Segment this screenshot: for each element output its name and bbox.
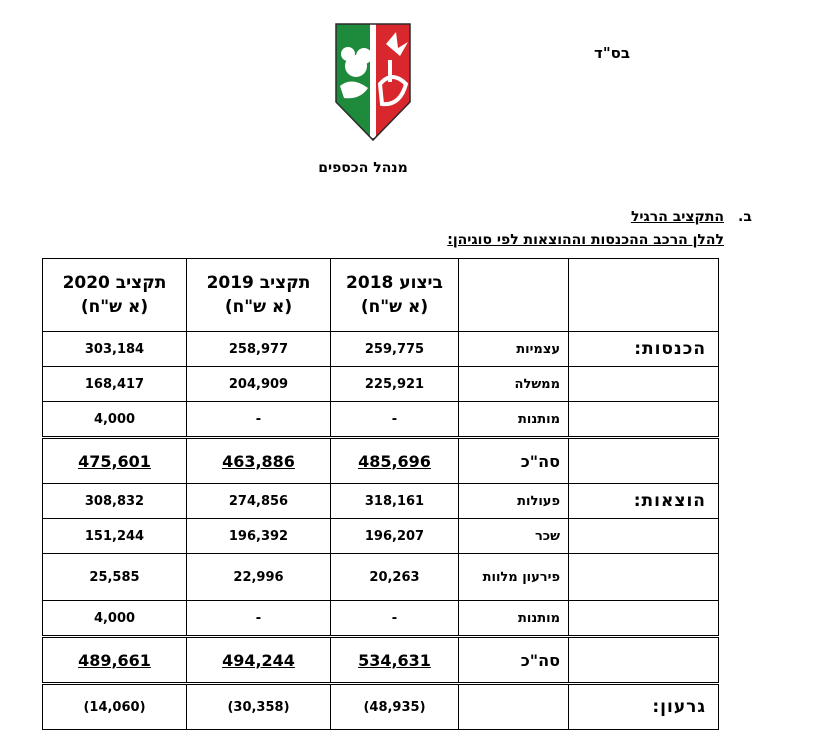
deficit-value: (48,935) bbox=[331, 684, 459, 730]
total-value: 475,601 bbox=[43, 438, 187, 484]
row-label: מותנות bbox=[459, 601, 569, 637]
total-value: 494,244 bbox=[187, 637, 331, 684]
total-value: 534,631 bbox=[331, 637, 459, 684]
total-value: 489,661 bbox=[43, 637, 187, 684]
income-label: הכנסות: bbox=[569, 332, 719, 367]
value-cell: 4,000 bbox=[43, 601, 187, 637]
table-header-row bbox=[43, 259, 719, 332]
row-label: שכר bbox=[459, 519, 569, 554]
row-label: פירעון מלוות bbox=[459, 554, 569, 601]
income-total-row bbox=[43, 438, 719, 484]
deficit-value: (30,358) bbox=[187, 684, 331, 730]
value-cell: 274,856 bbox=[187, 484, 331, 519]
column-header-2019: תקציב 2019 (א ש"ח) bbox=[187, 259, 331, 332]
column-header-2018: ביצוע 2018 (א ש"ח) bbox=[331, 259, 459, 332]
deficit-label: גרעון: bbox=[569, 684, 719, 730]
section-number: ב. bbox=[738, 209, 752, 225]
table-row bbox=[43, 484, 719, 519]
empty-cell bbox=[569, 554, 719, 601]
value-cell: 196,392 bbox=[187, 519, 331, 554]
empty-cell bbox=[459, 684, 569, 730]
table-row bbox=[43, 332, 719, 367]
value-cell: 308,832 bbox=[43, 484, 187, 519]
value-cell: 196,207 bbox=[331, 519, 459, 554]
deficit-value: (14,060) bbox=[43, 684, 187, 730]
total-label: סה"כ bbox=[459, 637, 569, 684]
header-item-cell bbox=[459, 259, 569, 332]
header-category-cell bbox=[569, 259, 719, 332]
empty-cell bbox=[569, 438, 719, 484]
column-header-2020: תקציב 2020 (א ש"ח) bbox=[43, 259, 187, 332]
row-label: ממשלה bbox=[459, 367, 569, 402]
value-cell: - bbox=[331, 402, 459, 438]
row-label: עצמיות bbox=[459, 332, 569, 367]
empty-cell bbox=[569, 367, 719, 402]
expenses-total-row bbox=[43, 637, 719, 684]
section-subtitle: להלן הרכב ההכנסות וההוצאות לפי סוגיהן: bbox=[447, 232, 724, 248]
empty-cell bbox=[569, 637, 719, 684]
table-row bbox=[43, 367, 719, 402]
section-title: התקציב הרגיל bbox=[630, 209, 724, 225]
municipal-emblem-logo bbox=[330, 20, 416, 144]
value-cell: 303,184 bbox=[43, 332, 187, 367]
department-name: מנהל הכספים bbox=[318, 160, 408, 176]
value-cell: - bbox=[187, 601, 331, 637]
value-cell: 168,417 bbox=[43, 367, 187, 402]
total-value: 463,886 bbox=[187, 438, 331, 484]
table-row bbox=[43, 519, 719, 554]
value-cell: 259,775 bbox=[331, 332, 459, 367]
table-row bbox=[43, 402, 719, 438]
value-cell: 204,909 bbox=[187, 367, 331, 402]
value-cell: 258,977 bbox=[187, 332, 331, 367]
empty-cell bbox=[569, 601, 719, 637]
bsd-header: בס"ד bbox=[594, 44, 630, 62]
row-label: מותנות bbox=[459, 402, 569, 438]
row-label: פעולות bbox=[459, 484, 569, 519]
expenses-label: הוצאות: bbox=[569, 484, 719, 519]
budget-table bbox=[42, 258, 719, 730]
value-cell: - bbox=[187, 402, 331, 438]
total-value: 485,696 bbox=[331, 438, 459, 484]
value-cell: 225,921 bbox=[331, 367, 459, 402]
empty-cell bbox=[569, 402, 719, 438]
value-cell: 25,585 bbox=[43, 554, 187, 601]
value-cell: 151,244 bbox=[43, 519, 187, 554]
total-label: סה"כ bbox=[459, 438, 569, 484]
value-cell: 22,996 bbox=[187, 554, 331, 601]
empty-cell bbox=[569, 519, 719, 554]
value-cell: 4,000 bbox=[43, 402, 187, 438]
deficit-row bbox=[43, 684, 719, 730]
value-cell: 20,263 bbox=[331, 554, 459, 601]
table-row bbox=[43, 601, 719, 637]
value-cell: - bbox=[331, 601, 459, 637]
table-row bbox=[43, 554, 719, 601]
value-cell: 318,161 bbox=[331, 484, 459, 519]
